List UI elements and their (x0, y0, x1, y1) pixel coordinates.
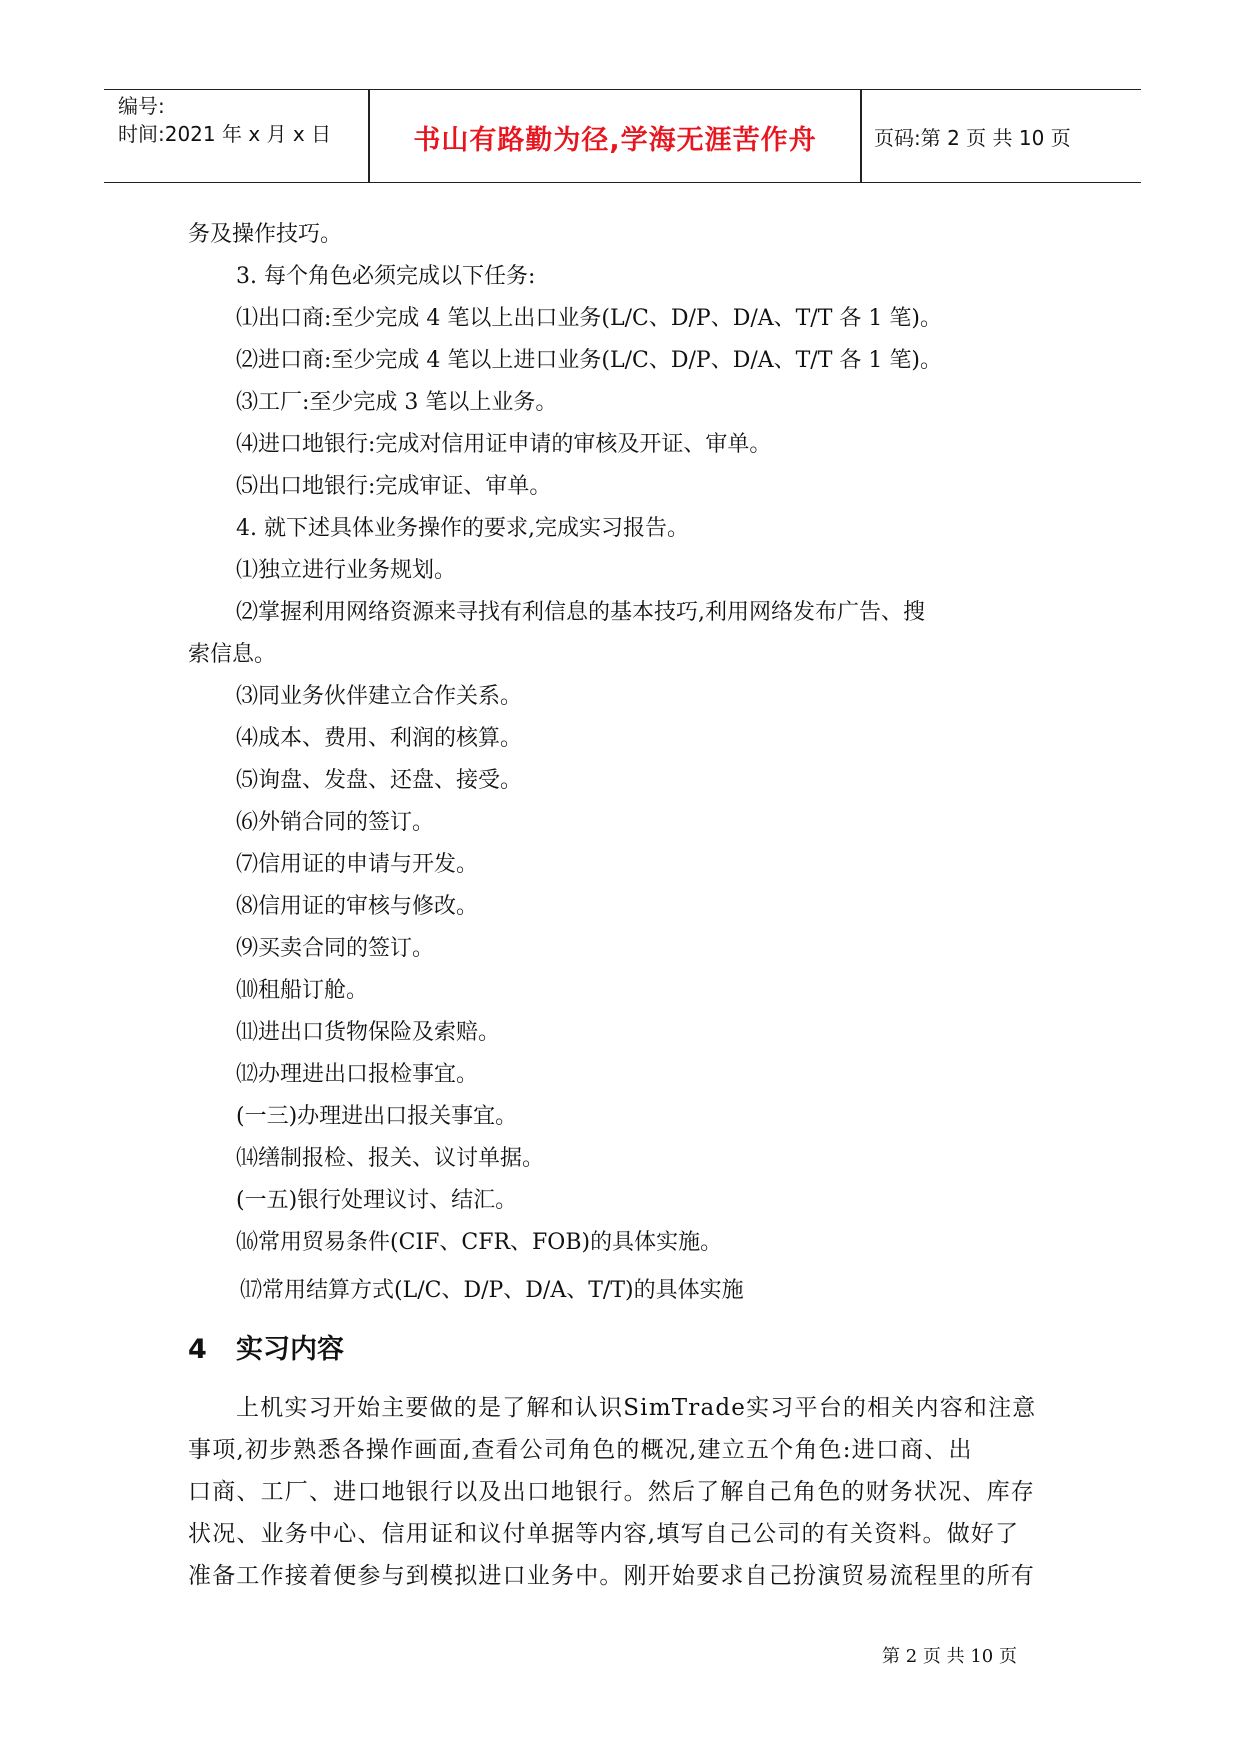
list-item: (一五)银行处理议讨、结汇。 (236, 1188, 518, 1213)
list-item: ⑻信用证的审核与修改。 (236, 894, 479, 919)
header-divider (860, 90, 862, 182)
list-item: ⑺信用证的申请与开发。 (236, 852, 479, 877)
section-number: 4 (188, 1334, 207, 1365)
page-footer: 第 2 页 共 10 页 (882, 1646, 1017, 1667)
paragraph-line: 事项,初步熟悉各操作画面,查看公司角色的概况,建立五个角色:进口商、出 (188, 1437, 973, 1463)
list-item: ⑹外销合同的签订。 (236, 810, 435, 835)
paragraph-line: 上机实习开始主要做的是了解和认识SimTrade实习平台的相关内容和注意 (236, 1395, 1037, 1421)
list-item: ⑵进口商:至少完成 4 笔以上进口业务(L/C、D/P、D/A、T/T 各 1 笔)。 (236, 348, 942, 373)
section-heading (188, 1327, 344, 1366)
list-item: ⑸出口地银行:完成审证、审单。 (236, 474, 552, 499)
text-line: 索信息。 (188, 642, 277, 667)
text-line: 4. 就下述具体业务操作的要求,完成实习报告。 (236, 516, 689, 541)
list-item: ⑷成本、费用、利润的核算。 (236, 726, 523, 751)
list-item: ⑶工厂:至少完成 3 笔以上业务。 (236, 390, 558, 415)
list-item: ⑸询盘、发盘、还盘、接受。 (236, 768, 523, 793)
list-item: ⑿办理进出口报检事宜。 (236, 1062, 479, 1087)
list-item: ⑽租船订舱。 (236, 978, 369, 1003)
header-motto: 书山有路勤为径,学海无涯苦作舟 (413, 125, 817, 156)
list-item: ⒁缮制报检、报关、议讨单据。 (236, 1146, 545, 1171)
list-item: ⒃常用贸易条件(CIF、CFR、FOB)的具体实施。 (236, 1230, 723, 1255)
page-header (104, 89, 1141, 183)
list-item: ⑼买卖合同的签订。 (236, 936, 435, 961)
list-item: ⒄常用结算方式(L/C、D/P、D/A、T/T)的具体实施 (240, 1278, 744, 1303)
paragraph-line: 口商、工厂、进口地银行以及出口地银行。然后了解自己角色的财务状况、库存 (188, 1479, 1035, 1505)
text-line: 3. 每个角色必须完成以下任务: (236, 264, 536, 289)
list-item: ⑷进口地银行:完成对信用证申请的审核及开证、审单。 (236, 432, 772, 457)
paragraph-line: 状况、业务中心、信用证和议付单据等内容,填写自己公司的有关资料。做好了 (188, 1521, 1020, 1547)
list-item: ⑵掌握利用网络资源来寻找有利信息的基本技巧,利用网络发布广告、搜 (236, 600, 925, 625)
header-page-number: 页码:第 2 页 共 10 页 (874, 126, 1071, 150)
date-label: 时间:2021 年 x 月 x 日 (118, 122, 332, 146)
list-item: ⑶同业务伙伴建立合作关系。 (236, 684, 523, 709)
list-item: (一三)办理进出口报关事宜。 (236, 1104, 518, 1129)
serial-number-label: 编号: (118, 94, 165, 118)
text-line: 务及操作技巧。 (188, 222, 343, 247)
list-item: ⑾进出口货物保险及索赔。 (236, 1020, 501, 1045)
list-item: ⑴独立进行业务规划。 (236, 558, 457, 583)
list-item: ⑴出口商:至少完成 4 笔以上出口业务(L/C、D/P、D/A、T/T 各 1 笔)。 (236, 306, 942, 331)
paragraph-line: 准备工作接着便参与到模拟进口业务中。刚开始要求自己扮演贸易流程里的所有 (188, 1563, 1035, 1589)
section-title: 实习内容 (236, 1334, 344, 1365)
